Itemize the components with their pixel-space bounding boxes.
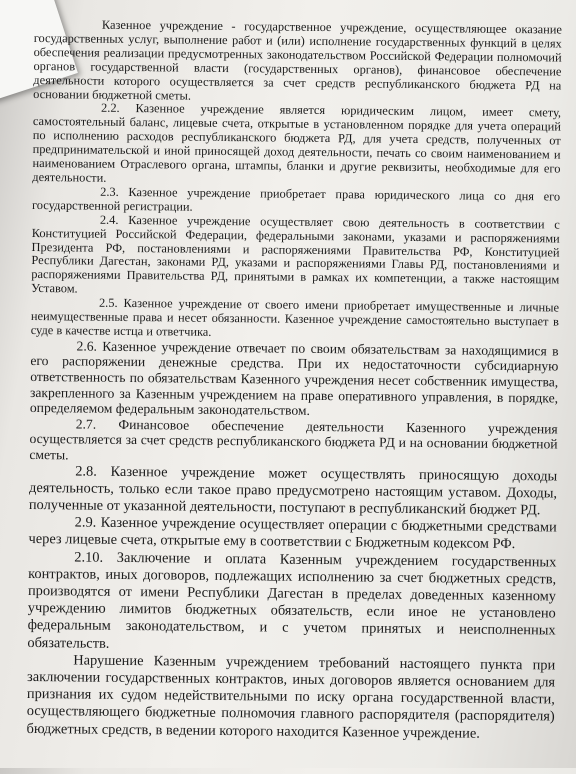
document-page xyxy=(26,18,562,773)
paragraph-2-2: 2.2. Казенное учреждение является юридическим лицом, имеет смету, самостоятельный баланс, лицевые счета, открытые в установленном порядке для учета операций по исполнению расходов республиканского бюджета РД, для учета средств, полученных от предпринимательской и иной приносящей доход деятельности, печать со своим наименованием и наименованием Отраслевого органа, штампы, бланки и другие реквизиты, необходимые для его деятельности. xyxy=(32,101,562,185)
paragraph-2-8: 2.8. Казенное учреждение может осуществлять приносящую доходы деятельность, только если такое право предусмотрено настоящим уставом. Доходы, полученные от указанной деятельности, поступают в республиканский бюджет РД. xyxy=(28,463,558,519)
paragraph-2-3: 2.3. Казенное учреждение приобретает права юридического лица со дня его государственной регистрации. xyxy=(31,184,561,214)
paragraph-violation: Нарушение Казенным учреждением требований настоящего пункта при заключении государственных контрактов, иных договоров является основанием для признания их судом недействительными по иску органа государственной власти, осуществляющего бюджетные полномочия главного распорядителя (распорядителя) бюджетных средств, в ведении которого находится Казенное учреждение. xyxy=(26,652,556,742)
paragraph-2-6: 2.6. Казенное учреждение отвечает по своим обязательствам за находящимися в его распоряжении денежные средства. При их недостаточности субсидиарную ответственность по обязательствам Казенного учреждения несет собственник имущества, закрепленного за Казенным учреждением на праве оперативного управления, в порядке, определяемом федеральным законодательством. xyxy=(29,338,559,419)
paragraph-2-10: 2.10. Заключение и оплата Казенным учреждением государственных контрактов, иных договоров, подлежащих исполнению за счет бюджетных средств, производятся от имени Республики Дагестан в пределах доведенных казенному учреждению лимитов бюджетных обязательств, если иное не установлено федеральным законодательством, и с учетом принятых и неисполненных обязательств. xyxy=(27,549,557,652)
paragraph-2-4: 2.4. Казенное учреждение осуществляет свою деятельность в соответствии с Конституцией Российской Федерации, федеральными законами, указами и распоряжениями Президента РФ, постановлениями и распоряжениями Правительства РФ, Конституцией Республики Дагестан, законами РД, указами и распоряжениями Главы РД, постановлениями и распоряжениями Правительства РД, принятыми в рамках их компетенции, а также настоящим Уставом. xyxy=(31,212,560,296)
paragraph-2-9: 2.9. Казенное учреждение осуществляет операции с бюджетными средствами через лицевые счета, открытые ему в соответствии с Бюджетным кодексом РФ. xyxy=(28,514,557,553)
paragraph-2-5: 2.5. Казенное учреждение от своего имени приобретает имущественные и личные неимущественные права и несет обязанности. Казенное учреждение самостоятельно выступает в суде в качестве истца и ответчика. xyxy=(30,295,560,339)
paragraph-2-7: 2.7. Финансовое обеспечение деятельности Казенного учреждения осуществляется за счет средств республиканского бюджета РД и на основании бюджетной сметы. xyxy=(29,416,558,463)
paragraph-definition: Казенное учреждение - государственное учреждение, осуществляющее оказание государственных услуг, выполнение работ и (или) исполнение государственных функций в целях обеспечения реализации предусмотренных законодательством Российской Федерации полномочий органов государственной власти (государственных органов), финансовое обеспечение деятельности которого осуществляется за счет средств республиканского бюджета РД на основании бюджетной сметы. xyxy=(33,17,562,103)
